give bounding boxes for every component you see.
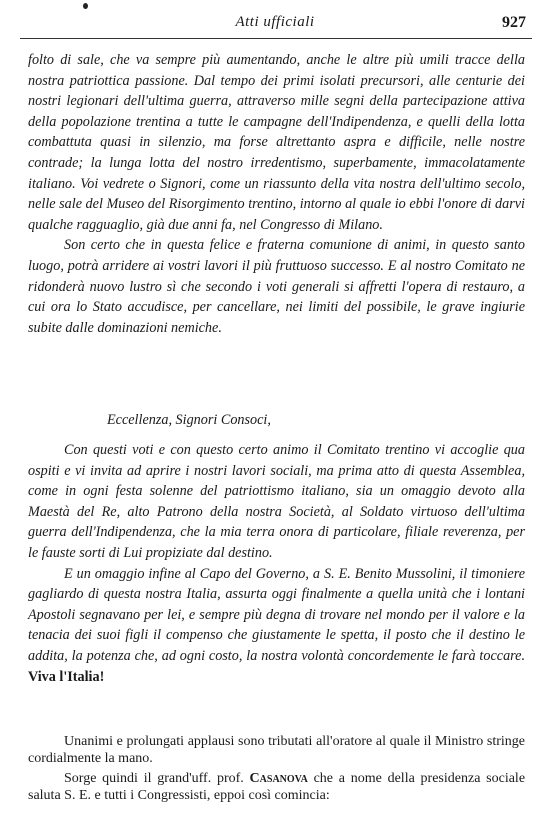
header-rule <box>20 38 532 39</box>
closing-exclamation: Viva l'Italia! <box>28 668 105 685</box>
salutation: Eccellenza, Signori Consoci, <box>107 412 271 428</box>
page-number: 927 <box>502 14 526 31</box>
proceedings-report <box>28 733 525 807</box>
speech-paragraph-text: E un omaggio infine al Capo del Governo, a S. E. Benito Mussolini, il timoniere gagliardo di questa nostra Italia, assurta oggi finalmente a quella unità che i lontani Apostoli segnavano per lei, e sempre più degna di trovare nel mondo per il valore e la tenacia dei suoi figli il compenso che giustamente le spetta, il posto che il destino le addita, la potenza che, ad ogni costo, la nostra volontà concordemente le farà toccare. <box>28 565 525 664</box>
report-paragraph <box>28 770 525 804</box>
speech-paragraph <box>28 564 525 688</box>
report-text: che a nome della presidenza sociale saluta S. E. e tutti i Congressisti, eppoi così comincia: <box>28 771 526 803</box>
ink-mark <box>83 3 88 9</box>
speaker-name: Casanova <box>249 771 308 786</box>
speech-paragraph: Son certo che in questa felice e fraterna comunione di animi, in questo santo luogo, potrà arridere ai vostri lavori il più fruttuoso successo. E al nostro Comitato ne ridonderà nuovo lustro sì che secondo i voti generali si affretti l'opera di restauro, a cui ora lo Stato accudisce, per cancellare, nei limiti del possibile, le grave ingiurie subite dalle dominazioni nemiche. <box>28 237 525 336</box>
report-paragraph: Unanimi e prolungati applausi sono tributati all'oratore al quale il Ministro stringe cordialmente la mano. <box>28 734 525 766</box>
report-text: Sorge quindi il grand'uff. prof. <box>64 771 244 786</box>
page-header <box>20 14 530 34</box>
speech-paragraph: folto di sale, che va sempre più aumentando, anche le altre più umili tracce della nostra patriottica passione. Dal tempo dei primi isolati precursori, alle centurie dei nostri legionari dell'ultima guerra, attraverso mille segni della partecipazione attiva della popolazione trentina a tutte le campagne dell'Indipendenza, e quelli della lotta combattuta quasi in silenzio, ma forse altrettanto aspra e difficile, nelle nostre contrade; la lunga lotta del nostro irredentismo, superbamente, immacolatamente italiano. Voi vedrete o Signori, come un riassunto della vita nostra dell'ultimo secolo, nelle sale del Museo del Risorgimento trentino, intorno al quale io ebbi l'onore di darvi qualche ragguaglio, già due anni fa, nel Congresso di Milano. <box>28 52 525 233</box>
speech-paragraph: Con questi voti e con questo certo animo il Comitato trentino vi accoglie qua ospiti e vi invita ad aprire i nostri lavori sociali, ma prima atto di questa Assemblea, come in ogni festa solenne del patriottismo italiano, sia un omaggio devoto alla Maestà del Re, alto Patrono della nostra Società, al Soldato virtuoso dell'ultima guerra dell'Indipendenza, che la mia terra onora di particolare, filiale reverenza, per le fauste sorti di Lui propiziate dal destino. <box>28 442 525 561</box>
speech-text-continued <box>28 440 525 687</box>
speech-text <box>28 50 525 338</box>
running-title: Atti ufficiali <box>235 14 315 30</box>
